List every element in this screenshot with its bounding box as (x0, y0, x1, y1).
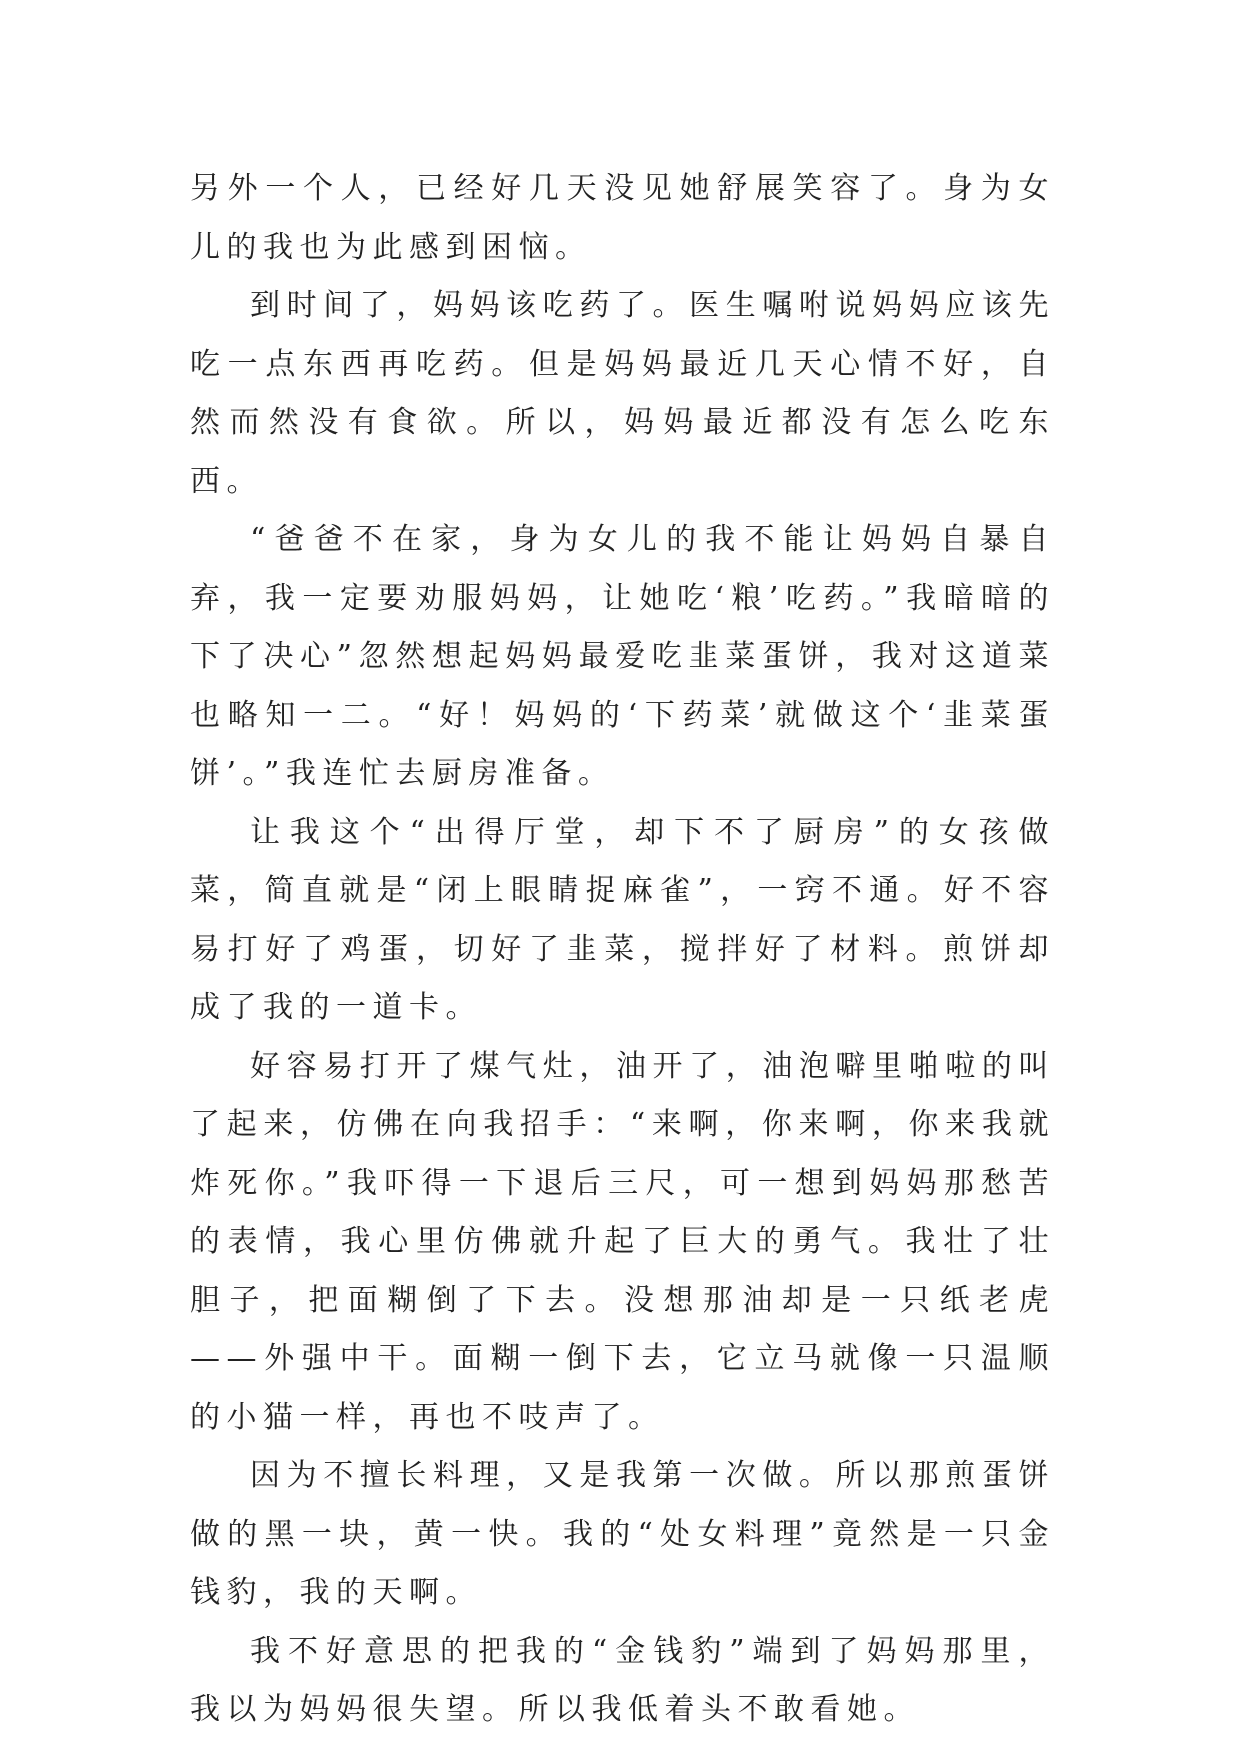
paragraph-7: 我不好意思的把我的“金钱豹”端到了妈妈那里，我以为妈妈很失望。所以我低着头不敢看她。 (190, 1633, 1055, 1727)
paragraph-1: 另外一个人，已经好几天没见她舒展笑容了。身为女儿的我也为此感到困恼。 (190, 171, 1055, 265)
paragraph-3: “爸爸不在家，身为女儿的我不能让妈妈自暴自弃，我一定要劝服妈妈，让她吃‘粮’吃药。”我暗暗的下了决心”忽然想起妈妈最爱吃韭菜蛋饼，我对这道菜也略知一二。“好！妈妈的‘下药菜’就做这个‘韭菜蛋饼’。”我连忙去厨房准备。 (190, 522, 1055, 791)
paragraph-4: 让我这个“出得厅堂，却下不了厨房”的女孩做菜，简直就是“闭上眼睛捉麻雀”，一窍不通。好不容易打好了鸡蛋，切好了韭菜，搅拌好了材料。煎饼却成了我的一道卡。 (190, 814, 1055, 1025)
paragraph-5: 好容易打开了煤气灶，油开了，油泡噼里啪啦的叫了起来，仿佛在向我招手：“来啊，你来啊，你来我就炸死你。”我吓得一下退后三尺，可一想到妈妈那愁苦的表情，我心里仿佛就升起了巨大的勇气。我壮了壮胆子，把面糊倒了下去。没想那油却是一只纸老虎——外强中干。面糊一倒下去，它立马就像一只温顺的小猫一样，再也不吱声了。 (190, 1048, 1055, 1435)
body-text (190, 160, 1055, 1740)
paragraph-6: 因为不擅长料理，又是我第一次做。所以那煎蛋饼做的黑一块，黄一快。我的“处女料理”竟然是一只金钱豹，我的天啊。 (190, 1458, 1055, 1610)
paragraph-2: 到时间了，妈妈该吃药了。医生嘱咐说妈妈应该先吃一点东西再吃药。但是妈妈最近几天心情不好，自然而然没有食欲。所以，妈妈最近都没有怎么吃东西。 (190, 288, 1055, 499)
